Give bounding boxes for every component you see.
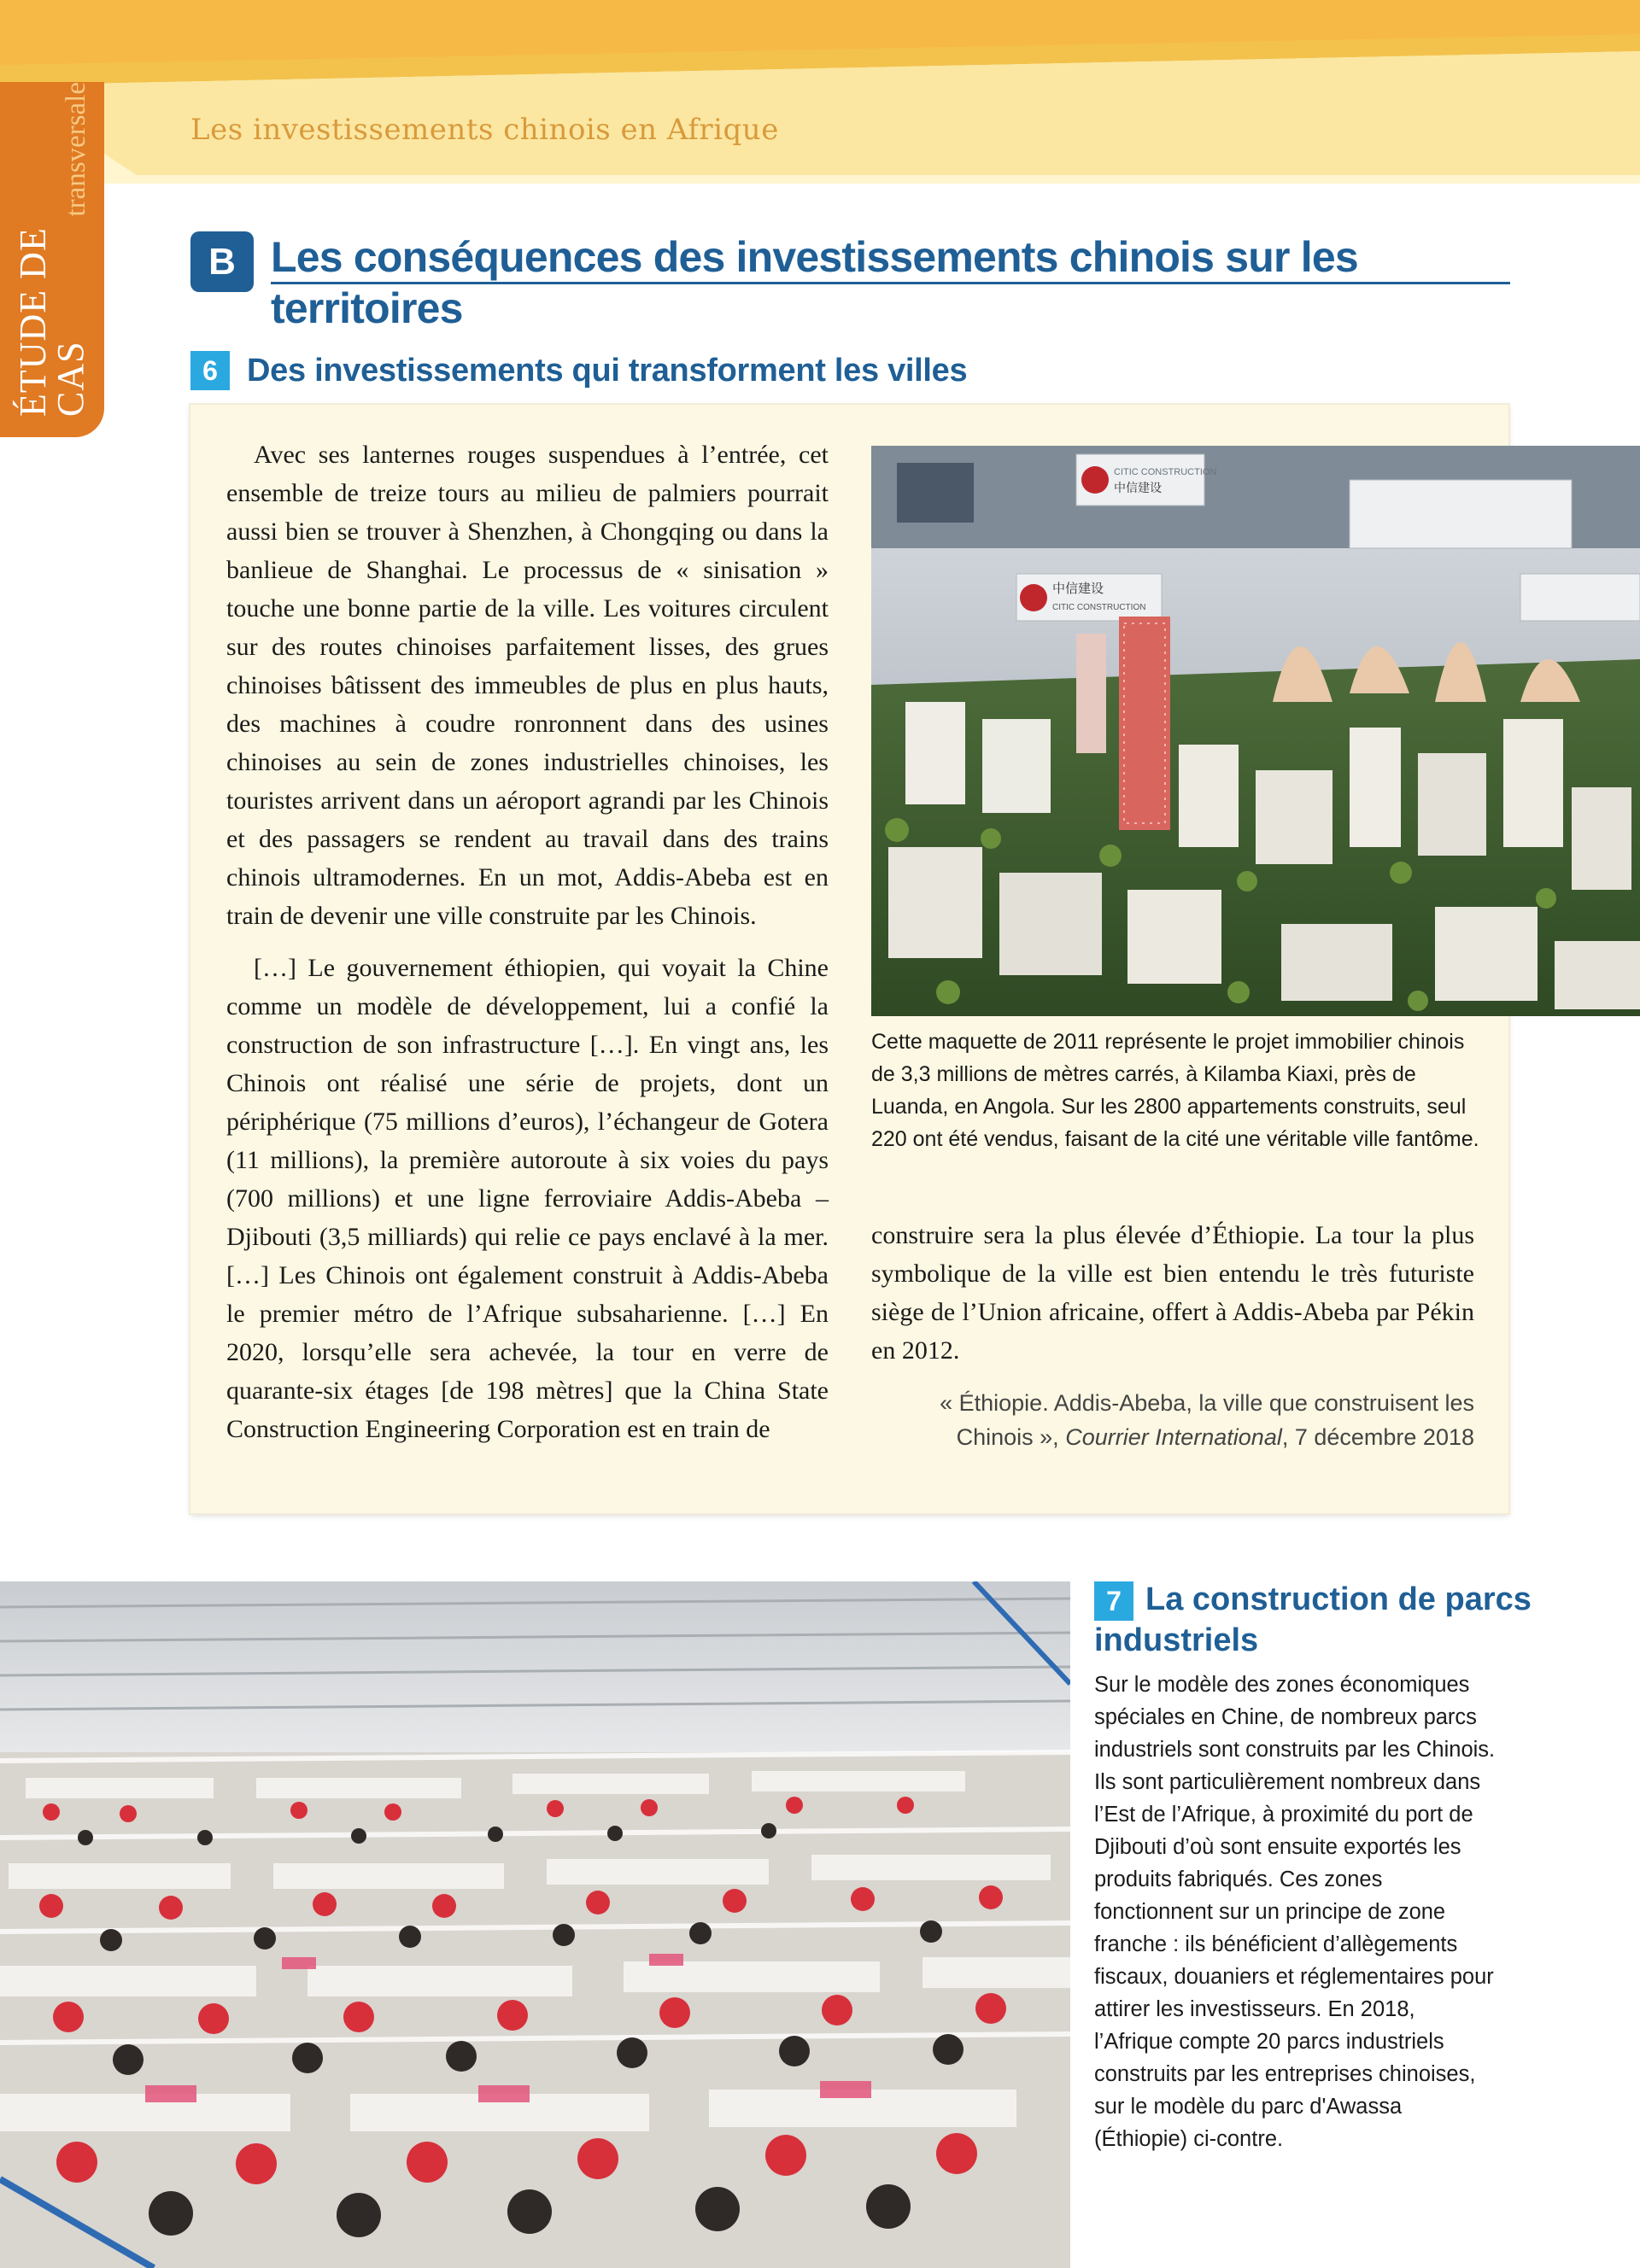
section-heading <box>190 231 1510 332</box>
case-study-title: ÉTUDE DE CAS <box>12 227 91 417</box>
factory-photo <box>0 1581 1070 2268</box>
source-publication: Courrier International <box>1065 1424 1282 1450</box>
case-study-subtitle: transversale <box>60 82 91 217</box>
doc6-text-column <box>226 435 829 1448</box>
doc7-heading <box>1094 1580 1573 1660</box>
doc6-paragraph-1: Avec ses lanternes rouges suspendues à l’entrée, cet ensemble de treize tours au milieu de palmiers pourrait aussi bien se trouver à Shenzhen, à Chongqing ou dans la banlieue de Shanghai. Le processus de « sinisation » touche une bonne partie de la ville. Les voitures circulent sur des routes chinoises parfaitement lisses, des grues chinoises bâtissent des immeubles de plus en plus hauts, des machines à coudre ronronnent dans des usines chinoises au sein de zones industrielles chinoises, les touristes arrivent dans un aéroport agrandi par les Chinois et des passagers se rendent au travail dans des trains chinois ultramodernes. En un mot, Addis-Abeba est en train de devenir une ville construite par les Chinois. <box>226 441 829 930</box>
section-letter: B <box>190 231 254 292</box>
doc6-heading <box>190 350 967 391</box>
doc7-number: 7 <box>1094 1581 1133 1621</box>
sign-text-2: 中信建设 <box>1114 482 1162 495</box>
case-study-label <box>0 82 104 437</box>
header-band-graphic <box>0 0 1640 184</box>
factory-illustration <box>0 1581 1070 2268</box>
doc6-number: 6 <box>190 351 230 390</box>
doc6-paragraph-2-continued: construire sera la plus élevée d’Éthiopie. La tour la plus symbolique de la ville est bien entendu le très futuriste siège de l’Union africaine, offert à Addis-Abeba par Pékin en 2012. <box>871 1221 1474 1365</box>
city-model-photo <box>871 446 1640 1016</box>
city-model-illustration <box>871 446 1640 1016</box>
doc6-title: Des investissements qui transforment les villes <box>247 352 968 389</box>
doc7-title: La construction de parcs industriels <box>1094 1581 1532 1658</box>
sign-text-1: CITIC CONSTRUCTION <box>1114 467 1217 477</box>
section-title: Les conséquences des investissements chinois sur les territoires <box>271 231 1510 284</box>
sign-text-3: 中信建设 <box>1052 581 1104 596</box>
sign-text-4: CITIC CONSTRUCTION <box>1052 603 1146 612</box>
doc6-paragraph-2: […] Le gouvernement éthiopien, qui voyait la Chine comme un modèle de développement, lui a confié la construction de son infrastructure […]. En vingt ans, les Chinois ont réalisé une série de projets, dont un périphérique (75 millions d’euros), l’échangeur de Gotera (11 millions), la première autoroute à six voies du pays (700 millions) et une ligne ferroviaire Addis-Abeba – Djibouti (3,5 milliards) qui relie ce pays enclavé à la mer. […] Les Chinois ont également construit à Addis-Abeba le premier métro de l’Afrique subsaharienne. […] En 2020, lorsqu’elle sera achevée, la tour en verre de quarante-six étages [de 198 mètres] que la China State Construction Engineering Corporation est en train de <box>226 954 829 1443</box>
city-model-caption: Cette maquette de 2011 représente le projet immobilier chinois de 3,3 millions de mètres carrés, à Kilamba Kiaxi, près de Luanda, en Angola. Sur les 2800 appartements construits, seul 220 ont été vendus, faisant de la cité une véritable ville fantôme. <box>871 1030 1479 1151</box>
doc7-text: Sur le modèle des zones économiques spéciales en Chine, de nombreux parcs industriels sont construits par les Chinois. Ils sont particulièrement nombreux dans l’Est de l’Afrique, à proximité du port de Djibouti d’où sont ensuite exportés les produits fabriqués. Ces zones fonctionnent sur un principe de zone franche : ils bénéficient d’allègements fiscaux, douaniers et réglementaires pour attirer les investisseurs. En 2018, l’Afrique compte 20 parcs industriels construits par les entreprises chinoises, sur le modèle du parc d'Awassa (Éthiopie) ci-contre. <box>1094 1673 1496 2151</box>
doc6-source <box>871 1386 1474 1454</box>
source-date: , 7 décembre 2018 <box>1281 1424 1474 1450</box>
theme-title: Les investissements chinois en Afrique <box>190 113 779 147</box>
header-band <box>0 0 1640 184</box>
source-article: « Éthiopie. Addis-Abeba, la ville que construisent les Chinois », <box>940 1390 1474 1450</box>
